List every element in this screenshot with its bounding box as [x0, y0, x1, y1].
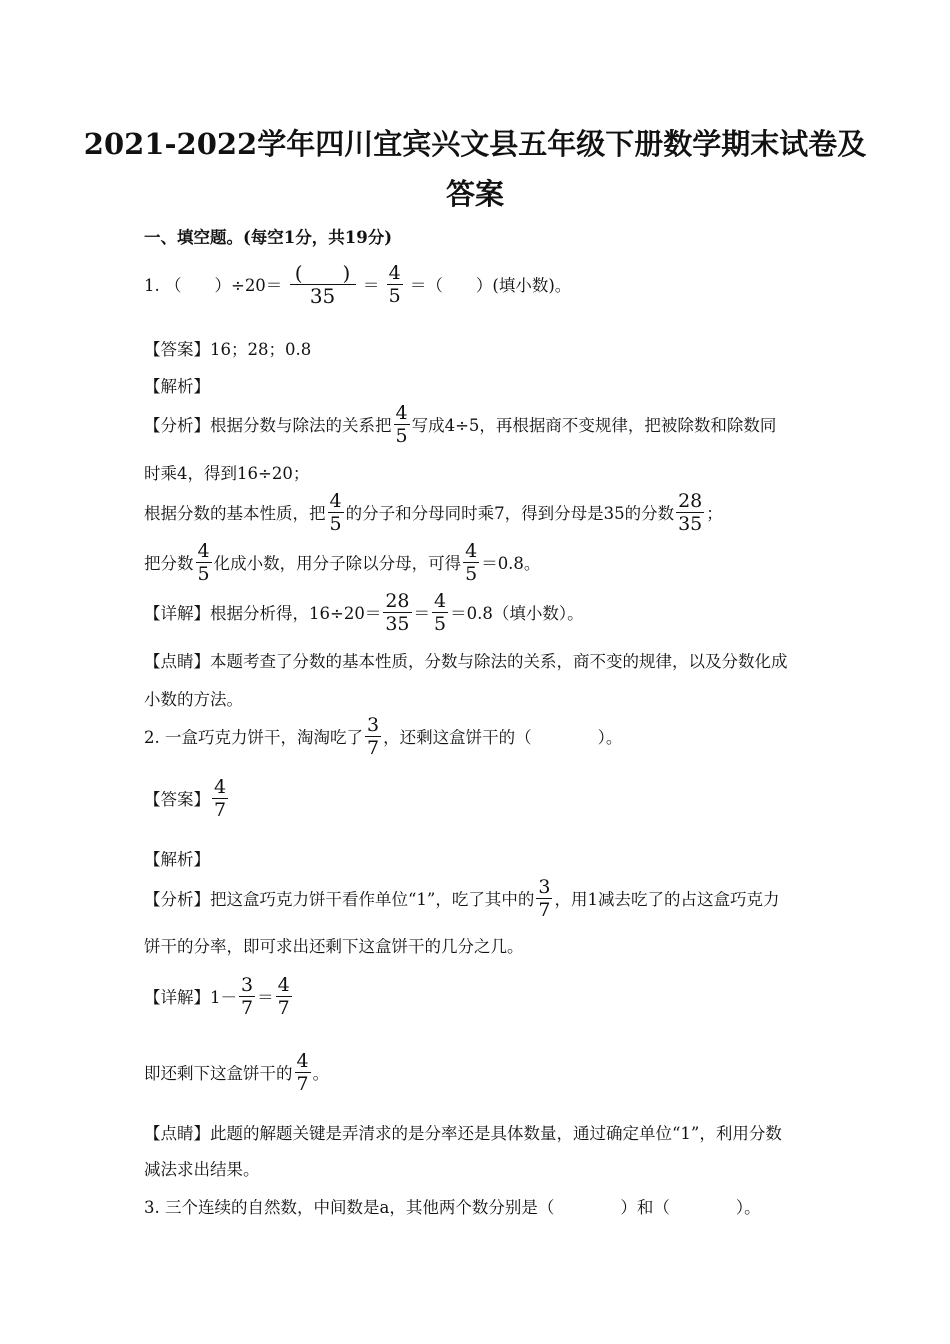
fraction-numerator: 4: [296, 1050, 309, 1072]
text: 【详解】根据分析得，16÷20＝: [144, 604, 382, 623]
fraction-denominator: 5: [395, 425, 408, 447]
blank-fraction-numerator: ( ): [290, 262, 356, 285]
question-1: [144, 261, 572, 309]
fraction-4-5: [387, 262, 403, 307]
text: 写成4÷5，再根据商不变规律，把被除数和除数同: [411, 416, 777, 435]
fraction-denominator: 7: [241, 997, 254, 1019]
text: 的分子和分母同时乘7，得到分母是35的分数: [345, 504, 675, 523]
fraction-numerator: 4: [277, 974, 290, 996]
text: ＝0.8（填小数）。: [450, 604, 584, 623]
text: 【分析】根据分数与除法的关系把: [144, 416, 392, 435]
text: 【答案】: [144, 790, 210, 809]
fraction-denominator: 7: [214, 799, 227, 821]
text: ，还剩这盒饼干的（ ）。: [383, 728, 623, 747]
question-3: 3. 三个连续的自然数，中间数是a，其他两个数分别是（ ）和（ ）。: [144, 1198, 761, 1217]
fraction-4-7: [212, 776, 228, 821]
text: 2. 一盒巧克力饼干，淘淘吃了: [144, 728, 363, 747]
document-title-line1: 2021-2022学年四川宜宾兴文县五年级下册数学期末试卷及: [83, 127, 867, 161]
fraction-4-7: [276, 974, 292, 1019]
fraction-denominator: 7: [277, 997, 290, 1019]
q1-analysis-heading: 【解析】: [144, 377, 210, 396]
text: 即还剩下这盒饼干的: [144, 1064, 293, 1083]
q1-equals: ＝: [362, 276, 380, 295]
fraction-4-5: [463, 540, 479, 585]
q1-note-line1: 【点睛】本题考查了分数的基本性质，分数与除法的关系，商不变的规律，以及分数化成: [144, 652, 788, 671]
text: ＝: [257, 988, 274, 1007]
blank-fraction-denominator: 35: [309, 284, 336, 308]
fraction-numerator: 4: [465, 540, 478, 562]
fraction-denominator: 7: [538, 899, 551, 921]
fraction-numerator: 4: [329, 490, 342, 512]
fraction-numerator: 4: [395, 402, 408, 424]
q1-note-line2: 小数的方法。: [144, 690, 243, 709]
fraction-4-7: [295, 1050, 311, 1095]
text: 化成小数，用分子除以分母，可得: [213, 554, 462, 573]
text: 根据分数的基本性质，把: [144, 504, 326, 523]
fraction-numerator: 28: [678, 490, 703, 512]
fraction-28-35: [676, 490, 704, 535]
fraction-denominator: 5: [197, 563, 210, 585]
q1-analysis-line4: [144, 542, 540, 587]
q2-note-line1: 【点睛】此题的解题关键是弄清求的是分率还是具体数量，通过确定单位“1”，利用分数: [144, 1124, 782, 1143]
blank-fraction: [290, 262, 356, 307]
q2-analysis-line2: 饼干的分率，即可求出还剩下这盒饼干的几分之几。: [144, 937, 524, 956]
text: 【详解】1－: [144, 988, 237, 1007]
fraction-numerator: 3: [241, 974, 254, 996]
q2-detail: [144, 976, 294, 1021]
fraction-numerator: 3: [367, 714, 380, 736]
q2-note-line2: 减法求出结果。: [144, 1160, 260, 1179]
q1-analysis-line2: 时乘4，得到16÷20；: [144, 464, 310, 483]
fraction-denominator: 5: [465, 563, 478, 585]
fraction-28-35: [383, 590, 411, 635]
q1-analysis-line3: [144, 492, 723, 537]
fraction-denominator: 35: [678, 513, 703, 535]
fraction-3-7: [239, 974, 255, 1019]
text: ；: [706, 504, 723, 523]
q1-detail: [144, 592, 584, 637]
fraction-4-5: [328, 490, 344, 535]
q1-text-start: 1. （ ）÷20＝: [144, 276, 283, 295]
fraction-3-7: [365, 714, 381, 759]
text: ＝: [413, 604, 431, 623]
fraction-numerator: 4: [434, 590, 447, 612]
fraction-numerator: 28: [385, 590, 410, 612]
q1-analysis-line1: [144, 404, 776, 449]
fraction-3-7: [536, 876, 552, 921]
fraction-denominator: 35: [385, 613, 410, 635]
q2-answer: [144, 778, 230, 823]
fraction-numerator: 4: [197, 540, 210, 562]
fraction-numerator: 4: [388, 262, 401, 284]
text: ＝0.8。: [481, 554, 541, 573]
fraction-denominator: 7: [367, 737, 380, 759]
section-heading: 一、填空题。(每空1分，共19分): [144, 228, 393, 247]
fraction-denominator: 5: [388, 285, 401, 307]
fraction-denominator: 5: [434, 613, 447, 635]
q2-analysis-line1: [144, 878, 779, 923]
fraction-numerator: 4: [214, 776, 227, 798]
fraction-4-5: [394, 402, 410, 447]
q1-answer: 【答案】16；28；0.8: [144, 340, 312, 359]
text: 【分析】把这盒巧克力饼干看作单位“1”，吃了其中的: [144, 890, 535, 909]
document-title-line2: 答案: [445, 177, 504, 211]
q1-text-end: ＝（ ）(填小数)。: [409, 276, 572, 295]
fraction-4-5: [196, 540, 212, 585]
fraction-4-5: [432, 590, 448, 635]
fraction-numerator: 3: [538, 876, 551, 898]
q2-result: [144, 1052, 329, 1097]
text: 把分数: [144, 554, 194, 573]
fraction-denominator: 5: [329, 513, 342, 535]
question-2: [144, 716, 622, 761]
q2-analysis-heading: 【解析】: [144, 850, 210, 869]
text: ，用1减去吃了的占这盒巧克力: [554, 890, 780, 909]
fraction-denominator: 7: [296, 1073, 309, 1095]
text: 。: [312, 1064, 330, 1083]
